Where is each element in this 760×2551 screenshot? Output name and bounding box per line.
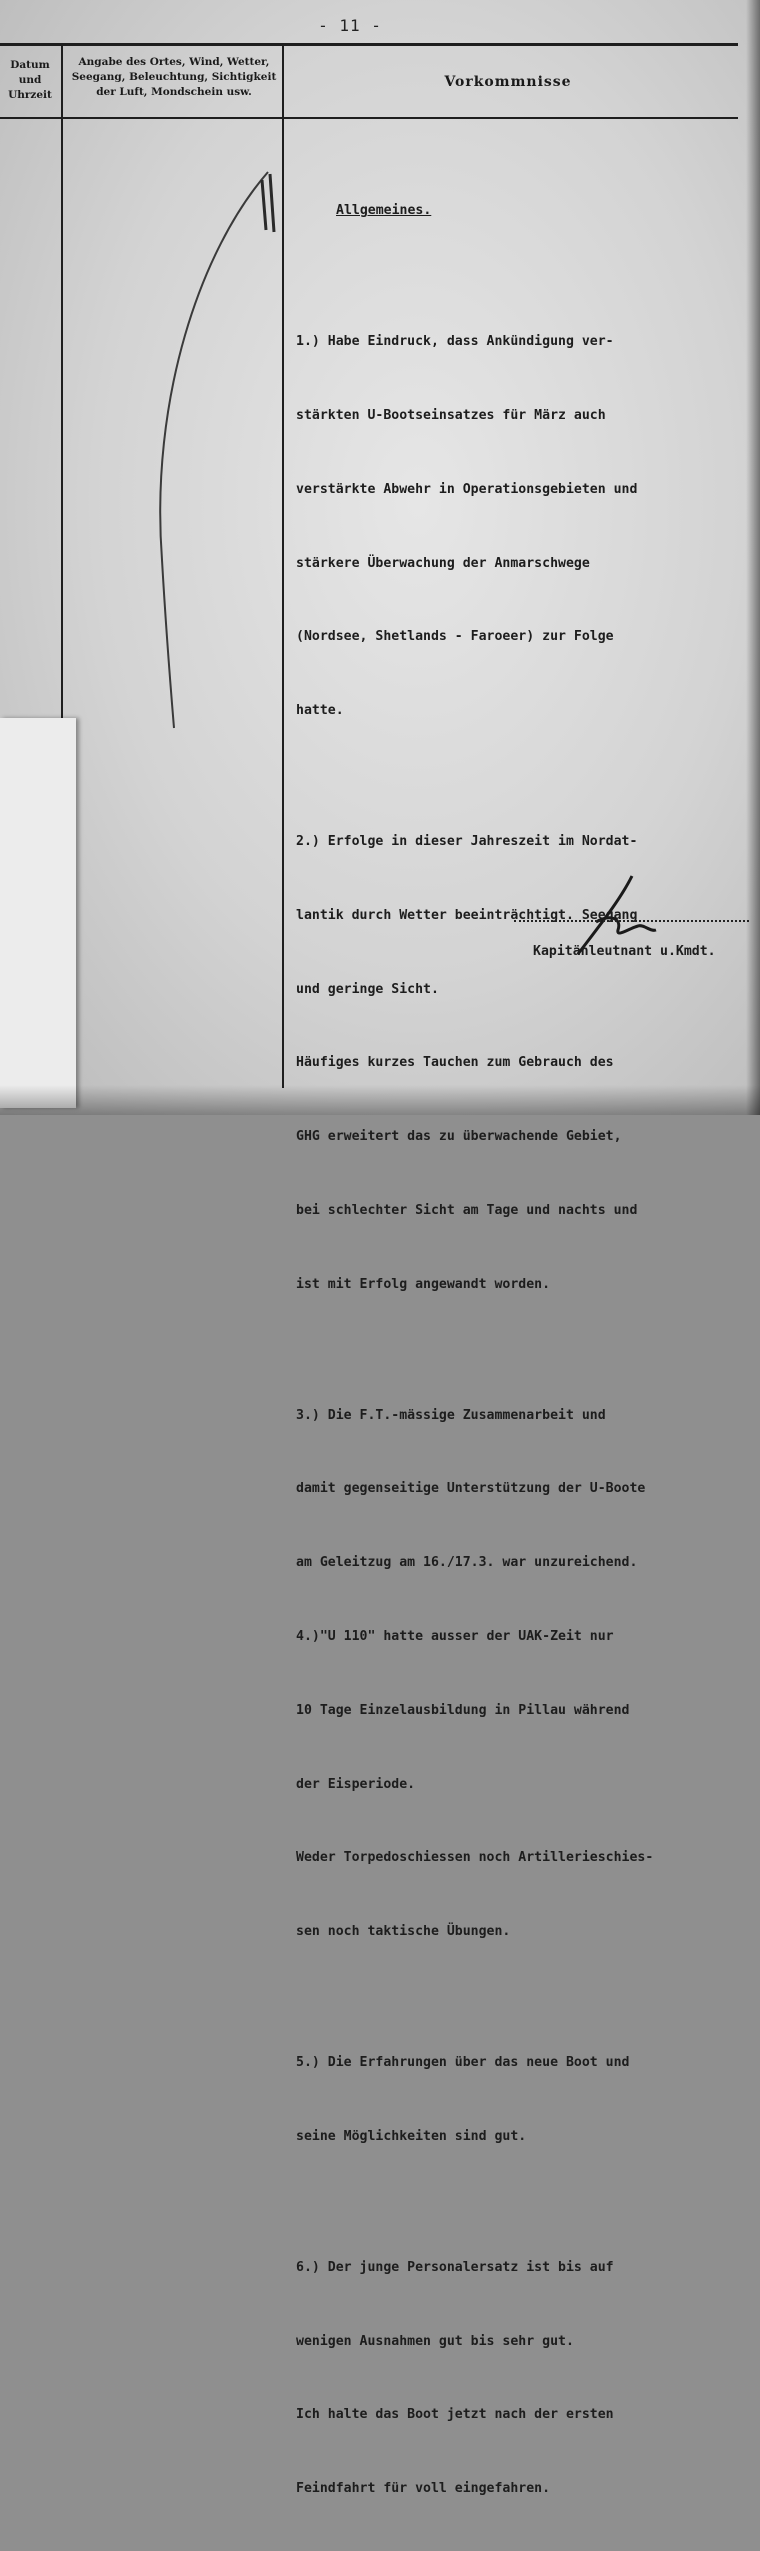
body-line: wenigen Ausnahmen gut bis sehr gut. — [296, 2333, 574, 2349]
page-number: - 11 - — [318, 16, 382, 35]
body-line: sen noch taktische Übungen. — [296, 1924, 511, 1940]
body-line: damit gegenseitige Unterstützung der U-Boote — [296, 1481, 646, 1497]
header-events-column: Vorkommnisse — [444, 74, 572, 90]
overlapping-paper-slip — [0, 718, 76, 1108]
body-line: bei schlechter Sicht am Tage und nachts und — [296, 1202, 638, 1218]
body-line: ist mit Erfolg angewandt worden. — [296, 1276, 551, 1292]
body-line: lantik durch Wetter beeinträchtigt. Seegang — [296, 907, 638, 923]
body-line: hatte. — [296, 703, 344, 719]
body-line: der Eisperiode. — [296, 1776, 416, 1792]
header-bottom-rule — [0, 117, 738, 119]
body-line: verstärkte Abwehr in Operationsgebieten und — [296, 481, 638, 497]
section-heading: Allgemeines. — [336, 203, 432, 219]
header-date-column: Datum und Uhrzeit — [8, 59, 52, 101]
body-line: Weder Torpedoschiessen noch Artillerieschies- — [296, 1850, 654, 1866]
body-line: GHG erweitert das zu überwachende Gebiet, — [296, 1129, 622, 1145]
page-bottom-shadow — [0, 1085, 760, 1115]
header-place-column: Angabe des Ortes, Wind, Wetter, Seegang, Beleuchtung, Sichtigkeit der Luft, Mondschein usw. — [71, 56, 277, 98]
signature-title: Kapitänleutnant u.Kmdt. — [533, 944, 716, 959]
header-top-rule — [0, 43, 738, 46]
body-line: am Geleitzug am 16./17.3. war unzureichend. — [296, 1555, 638, 1571]
body-line: 2.) Erfolge in dieser Jahreszeit im Nordat- — [296, 834, 638, 850]
report-body — [296, 150, 741, 2551]
body-line: stärkten U-Bootseinsatzes für März auch — [296, 407, 606, 423]
page-edge-shadow — [746, 0, 760, 1115]
margin-pencil-mark — [140, 160, 290, 740]
body-line: 3.) Die F.T.-mässige Zusammenarbeit und — [296, 1407, 606, 1423]
body-line: 5.) Die Erfahrungen über das neue Boot und — [296, 2055, 630, 2071]
body-line: seine Möglichkeiten sind gut. — [296, 2128, 527, 2144]
body-line: 1.) Habe Eindruck, dass Ankündigung ver- — [296, 334, 614, 350]
body-line: 10 Tage Einzelausbildung in Pillau während — [296, 1702, 630, 1718]
body-line: und geringe Sicht. — [296, 981, 439, 997]
body-line: (Nordsee, Shetlands - Faroeer) zur Folge — [296, 629, 614, 645]
body-line: 4.)"U 110" hatte ausser der UAK-Zeit nur — [296, 1629, 614, 1645]
body-line: Ich halte das Boot jetzt nach der ersten — [296, 2407, 614, 2423]
body-line: Häufiges kurzes Tauchen zum Gebrauch des — [296, 1055, 614, 1071]
signature-line — [514, 920, 749, 922]
body-line: Feindfahrt für voll eingefahren. — [296, 2481, 551, 2497]
body-line: 6.) Der junge Personalersatz ist bis auf — [296, 2259, 614, 2275]
body-line: stärkere Überwachung der Anmarschwege — [296, 555, 590, 571]
